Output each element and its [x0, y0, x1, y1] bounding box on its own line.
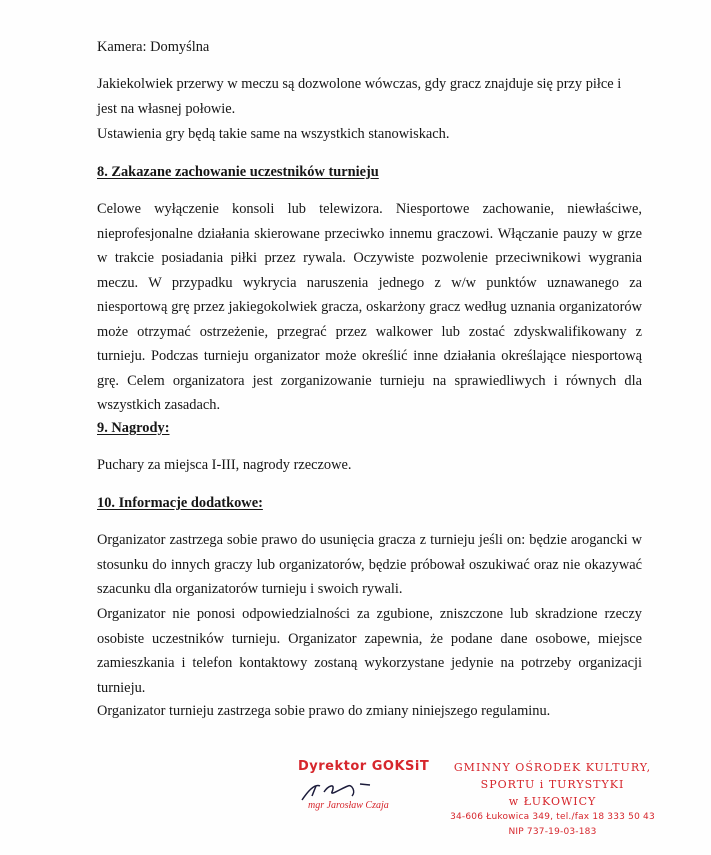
camera-setting: Kamera: Domyślna: [97, 39, 210, 55]
director-stamp: Dyrektor GOKSiT: [298, 759, 430, 774]
organization-stamp: [440, 759, 665, 840]
section-10-paragraph: Organizator turnieju zastrzega sobie prawo do zmiany niniejszego regulaminu.: [97, 703, 551, 719]
section-9-heading: 9. Nagrody:: [97, 420, 170, 436]
org-name-line2: SPORTU i TURYSTYKI: [480, 778, 625, 791]
section-10-paragraph: Organizator nie ponosi odpowiedzialności za zgubione, zniszczone lub skradzione rzeczy osobiste uczestników turnieju. Organizator zapewnia, że podane dane osobowe, miejsce zamieszkania i telefon kontaktowy zostaną wykorzystane jedynie na potrzeby organizacji turnieju.: [97, 606, 642, 696]
org-name-line3: w ŁUKOWICY: [508, 795, 597, 808]
section-8-body: Celowe wyłączenie konsoli lub telewizora. Niesportowe zachowanie, niewłaściwe, nieprofesjonalne działania skierowane przeciwko innemu graczowi. Włączanie pauzy w grze w trakcie posiadania piłki przez rywala. Oczywiste pozwolenie przeciwnikowi wygrania meczu. W przypadku wykrycia naruszenia jednego z w/w punktów uznawanego za niesportową grę przez jakiegokolwiek gracza, oskarżony gracz według uznania organizatorów może otrzymać ostrzeżenie, przegrać przez walkower lub zostać zdyskwalifikowany z turnieju. Podczas turnieju organizator może określić inne działania określające niesportową grę. Celem organizatora jest zorganizowanie turnieju na sprawiedliwych i równych dla wszystkich zasadach.: [97, 201, 642, 413]
section-10-heading: 10. Informacje dodatkowe:: [97, 495, 263, 511]
signer-name: mgr Jarosław Czaja: [308, 800, 389, 811]
section-9-body: Puchary za miejsca I-III, nagrody rzeczowe.: [97, 457, 352, 473]
org-name-line1: GMINNY OŚRODEK KULTURY,: [453, 761, 652, 774]
breaks-rule: Jakiekolwiek przerwy w meczu są dozwolone wówczas, gdy gracz znajduje się przy piłce i jest na własnej połowie.: [97, 76, 622, 117]
section-10-paragraph: Organizator zastrzega sobie prawo do usunięcia gracza z turnieju jeśli on: będzie arogancki w stosunku do innych graczy lub organizatorów, będzie próbował oszukiwać oraz nie okazywać szacunku dla organizatorów turnieju i swoich rywali.: [97, 532, 642, 597]
org-address: 34-606 Łukowica 349, tel./fax 18 333 50 43: [450, 812, 655, 822]
settings-rule: Ustawienia gry będą takie same na wszystkich stanowiskach.: [97, 126, 450, 142]
section-8-heading: 8. Zakazane zachowanie uczestników turnieju: [97, 164, 379, 180]
org-nip: NIP 737-19-03-183: [508, 827, 597, 837]
